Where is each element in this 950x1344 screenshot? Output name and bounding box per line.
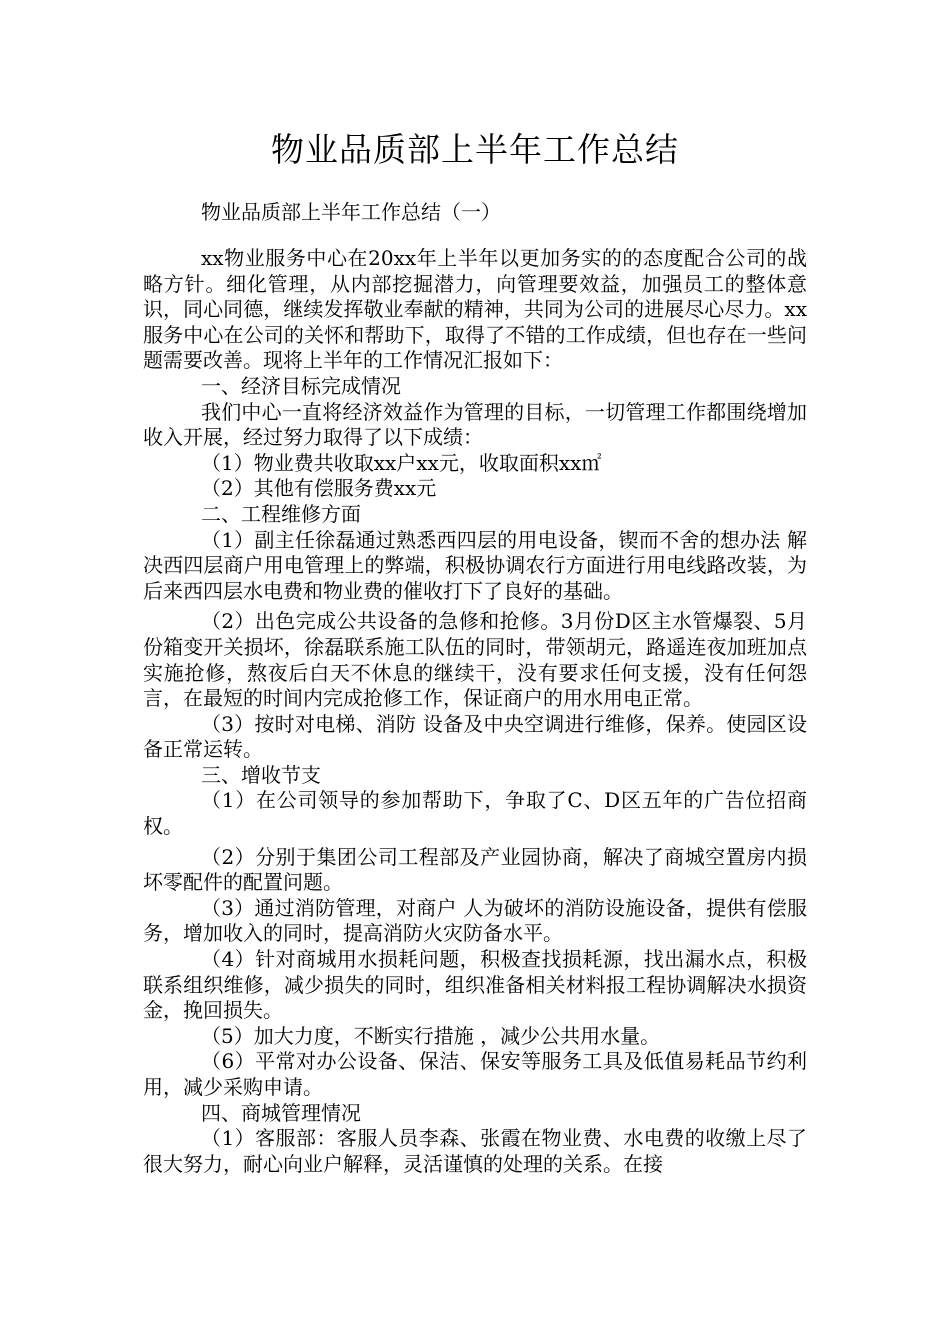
list-item: （1）客服部：客服人员李森、张霞在物业费、水电费的收缴上尽了很大努力，耐心向业户解释，灵活谨慎的处理的关系。在接: [143, 1126, 807, 1176]
paragraph: 我们中心一直将经济效益作为管理的目标，一切管理工作都围绕增加收入开展，经过努力取得了以下成绩：: [143, 399, 807, 450]
list-item: （2）出色完成公共设备的急修和抢修。3月份D区主水管爆裂、5月份箱变开关损坏，徐磊联系施工队伍的同时，带领胡元，路遥连夜加班加点实施抢修，熬夜后白天不休息的继续干，没有要求任何支援，没有任何怨言，在最短的时间内完成抢修工作，保证商户的用水用电正常。: [143, 609, 807, 711]
document-title: 物业品质部上半年工作总结: [271, 130, 679, 169]
section-heading-economic-goals: 一、经济目标完成情况: [201, 373, 401, 398]
list-item: （2）分别于集团公司工程部及产业园协商，解决了商城空置房内损坏零配件的配置问题。: [143, 844, 807, 895]
document-body: [143, 246, 807, 1177]
list-item: （1）物业费共收取xx户xx元，收取面积xx㎡: [201, 450, 602, 475]
section-heading-income-savings: 三、增收节支: [201, 762, 321, 787]
list-item: （3）按时对电梯、消防 设备及中央空调进行维修，保养。使园区设备正常运转。: [143, 711, 807, 762]
list-item: （6）平常对办公设备、保洁、保安等服务工具及低值易耗品节约利用，减少采购申请。: [143, 1049, 807, 1099]
document-subtitle: 物业品质部上半年工作总结（一）: [201, 200, 501, 224]
list-item: （1）副主任徐磊通过熟悉西四层的用电设备，锲而不舍的想办法 解决西四层商户用电管理上的弊端，积极协调农行方面进行用电线路改装，为后来西四层水电费和物业费的催收打下了良好的基础。: [143, 527, 807, 603]
list-item: （5）加大力度，不断实行措施 ，减少公共用水量。: [201, 1023, 661, 1048]
list-item: （3）通过消防管理，对商户 人为破坏的消防设施设备，提供有偿服务，增加收入的同时，提高消防火灾防备水平。: [143, 895, 807, 946]
section-heading-engineering: 二、工程维修方面: [201, 501, 361, 526]
section-heading-mall-management: 四、商城管理情况: [201, 1100, 361, 1125]
list-item: （4）针对商城用水损耗问题，积极查找损耗源，找出漏水点，积极联系组织维修，减少损失的同时，组织准备相关材料报工程协调解决水损资金，挽回损失。: [143, 947, 807, 1023]
paragraph-intro: xx物业服务中心在20xx年上半年以更加务实的的态度配合公司的战略方针。细化管理，从内部挖掘潜力，向管理要效益，加强员工的整体意识，同心同德，继续发挥敬业奉献的精神，共同为公司的进展尽心尽力。xx服务中心在公司的关怀和帮助下，取得了不错的工作成绩，但也存在一些问题需要改善。现将上半年的工作情况汇报如下：: [143, 246, 807, 373]
list-item: （1）在公司领导的参加帮助下，争取了C、D区五年的广告位招商权。: [143, 788, 807, 839]
list-item: （2）其他有偿服务费xx元: [201, 476, 437, 501]
